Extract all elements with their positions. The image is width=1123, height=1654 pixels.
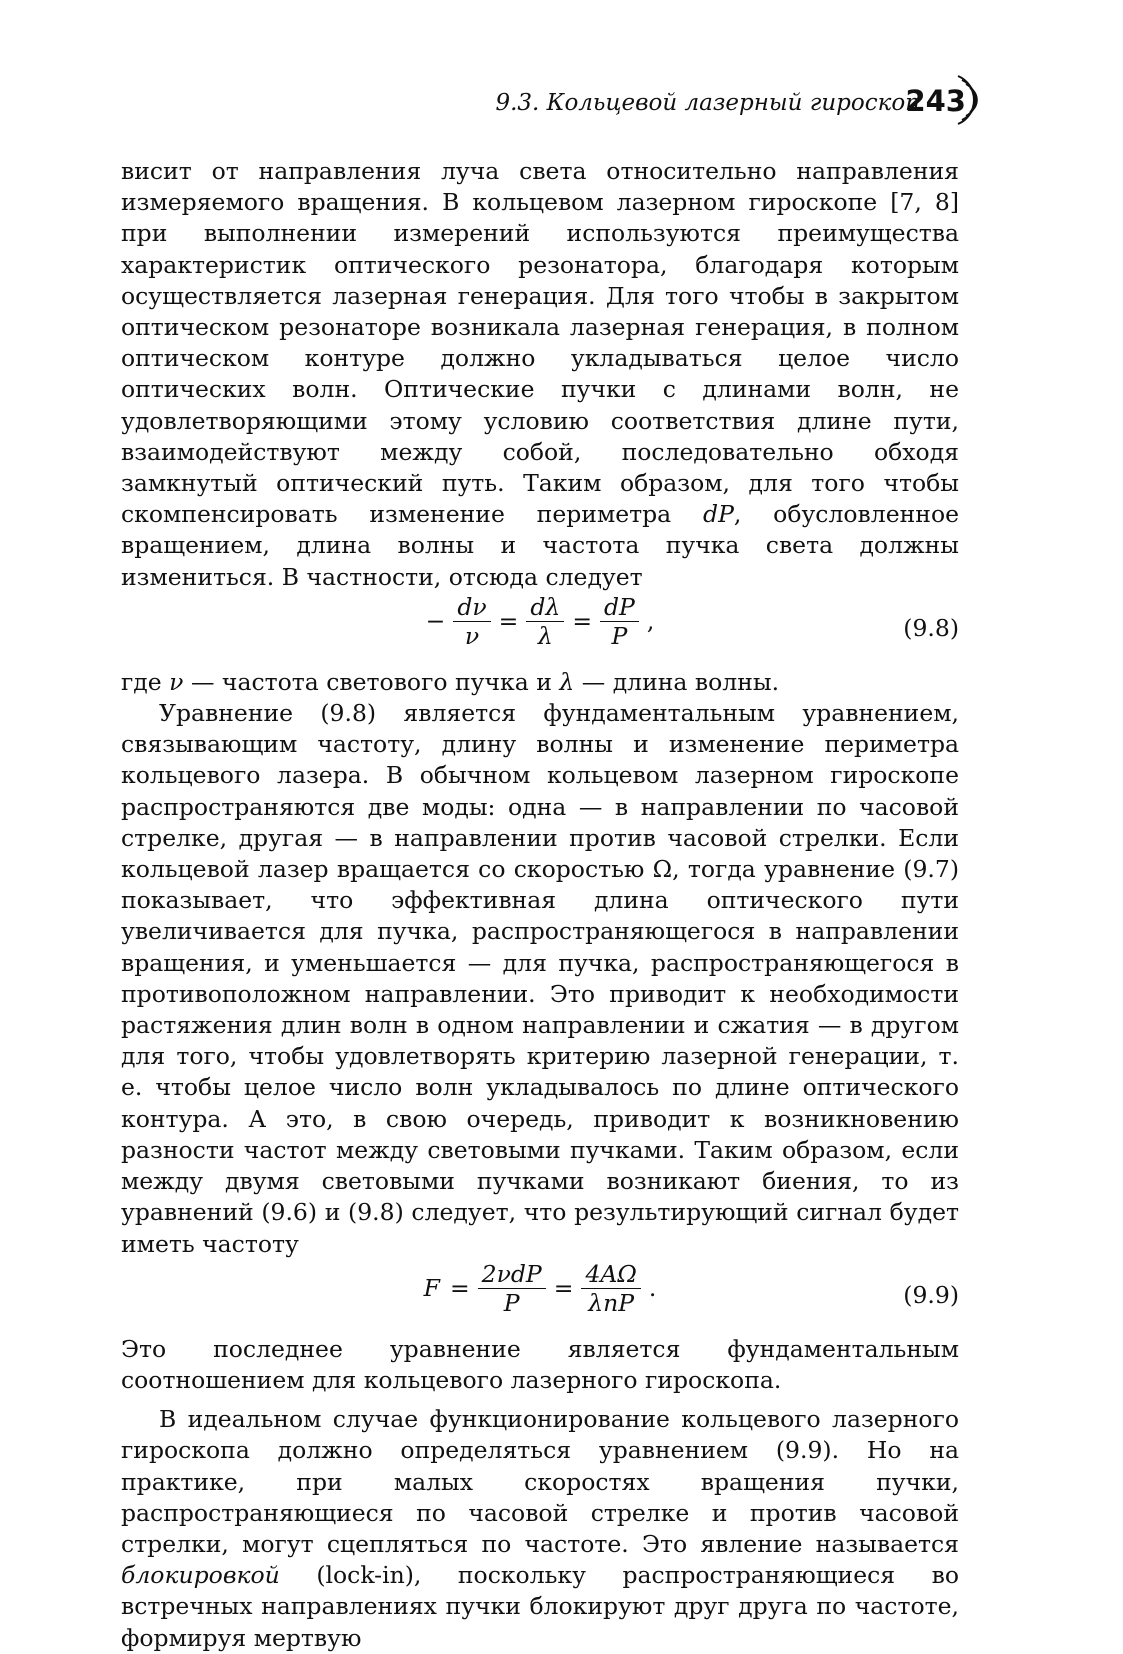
- body-text: [121, 156, 959, 1654]
- eq-9-9-frac-1: [478, 1260, 546, 1317]
- var-nu: ν: [169, 667, 184, 696]
- where-line-text-a: где: [121, 667, 170, 696]
- eq-9-9-frac-2-num: 4AΩ: [581, 1260, 640, 1289]
- paragraph-4: [121, 1404, 959, 1654]
- eq-9-9-equals-1: =: [449, 1273, 470, 1302]
- equation-9-9: [121, 1260, 959, 1334]
- equation-number-9-9: (9.9): [903, 1280, 959, 1309]
- equation-9-9-body: [121, 1260, 959, 1317]
- var-dP: dP: [703, 500, 734, 529]
- eq-9-8-frac-3: [600, 593, 639, 650]
- equation-9-8-body: [121, 593, 959, 650]
- paragraph-1-text-b: , обусловленное вращением, длина волны и частота пучка света должны измениться. В частности, отсюда следует: [121, 500, 959, 591]
- paragraph-1: [121, 156, 959, 593]
- eq-9-8-frac-1: [453, 593, 490, 650]
- page-number-ornament-icon: [950, 72, 994, 128]
- term-lock-in: блокировкой: [121, 1561, 280, 1590]
- page-header: [495, 80, 980, 130]
- eq-9-8-comma: ,: [646, 606, 655, 635]
- eq-9-8-frac-3-den: P: [611, 621, 628, 650]
- eq-9-9-lhs: F: [423, 1273, 440, 1302]
- eq-9-8-frac-1-den: ν: [464, 621, 480, 650]
- eq-9-8-frac-2-den: λ: [537, 621, 553, 650]
- eq-9-8-equals-1: =: [498, 606, 519, 635]
- eq-9-9-period: .: [648, 1273, 657, 1302]
- var-lambda: λ: [559, 667, 575, 696]
- where-line-text-c: — длина волны.: [574, 667, 780, 696]
- eq-9-8-frac-1-num: dν: [453, 593, 490, 622]
- paragraph-4-text-a: В идеальном случае функционирование кольцевого лазерного гироскопа должно определяться уравнением (9.9). Но на практике, при малых скоростях вращения пучки, распространяющиеся по часовой стрелке и против часовой стрелки, могут сцепляться по частоте. Это явление называется: [121, 1405, 959, 1558]
- running-title: 9.3. Кольцевой лазерный гироскоп: [495, 90, 920, 116]
- eq-9-8-frac-3-num: dP: [600, 593, 639, 622]
- paragraph-3: Это последнее уравнение является фундаментальным соотношением для кольцевого лазерного гироскопа.: [121, 1334, 959, 1394]
- equation-9-8: [121, 593, 959, 667]
- eq-9-8-minus: −: [425, 606, 446, 635]
- eq-9-8-frac-2: [526, 593, 564, 650]
- eq-9-9-equals-2: =: [553, 1273, 574, 1302]
- eq-9-8-frac-2-num: dλ: [526, 593, 564, 622]
- equation-number-9-8: (9.8): [903, 613, 959, 642]
- where-line-text-b: — частота светового пучка и: [183, 667, 560, 696]
- eq-9-9-frac-1-num: 2νdP: [478, 1260, 546, 1289]
- eq-9-8-equals-2: =: [572, 606, 593, 635]
- where-line: [121, 667, 959, 698]
- paragraph-1-text-a: висит от направления луча света относительно направления измеряемого вращения. В кольцевом лазерном гироскопе [7, 8] при выполнении измерений используются преимущества характеристик оптического резонатора, благодаря которым осуществляется лазерная генерация. Для того чтобы в закрытом оптическом резонаторе возникала лазерная генерация, в полном оптическом контуре должно укладываться целое число оптических волн. Оптические пучки с длинами волн, не удовлетворяющими этому условию соответствия длине пути, взаимодействуют между собой, последовательно обходя замкнутый оптический путь. Таким образом, для того чтобы скомпенсировать изменение периметра: [121, 157, 959, 529]
- page-number: 243: [905, 84, 966, 118]
- eq-9-9-frac-2-den: λnP: [588, 1288, 635, 1317]
- paragraph-2: Уравнение (9.8) является фундаментальным уравнением, связывающим частоту, длину волны и изменение периметра кольцевого лазера. В обычном кольцевом лазерном гироскопе распространяются две моды: одна — в направлении по часовой стрелке, другая — в направлении против часовой стрелки. Если кольцевой лазер вращается со скоростью Ω, тогда уравнение (9.7) показывает, что эффективная длина оптического пути увеличивается для пучка, распространяющегося в направлении вращения, и уменьшается — для пучка, распространяющегося в противоположном направлении. Это приводит к необходимости растяжения длин волн в одном направлении и сжатия — в другом для того, чтобы удовлетворять критерию лазерной генерации, т. е. чтобы целое число волн укладывалось по длине оптического контура. А это, в свою очередь, приводит к возникновению разности частот между световыми пучками. Таким образом, если между двумя световыми пучками возникают биения, то из уравнений (9.6) и (9.8) следует, что результирующий сигнал будет иметь частоту: [121, 699, 959, 1258]
- paragraph-4-text-b: (lock-in), поскольку распространяющиеся во встречных направлениях пучки блокируют друг друга по частоте, формируя мертвую: [121, 1561, 959, 1652]
- eq-9-9-frac-1-den: P: [503, 1288, 520, 1317]
- eq-9-9-frac-2: [581, 1260, 640, 1317]
